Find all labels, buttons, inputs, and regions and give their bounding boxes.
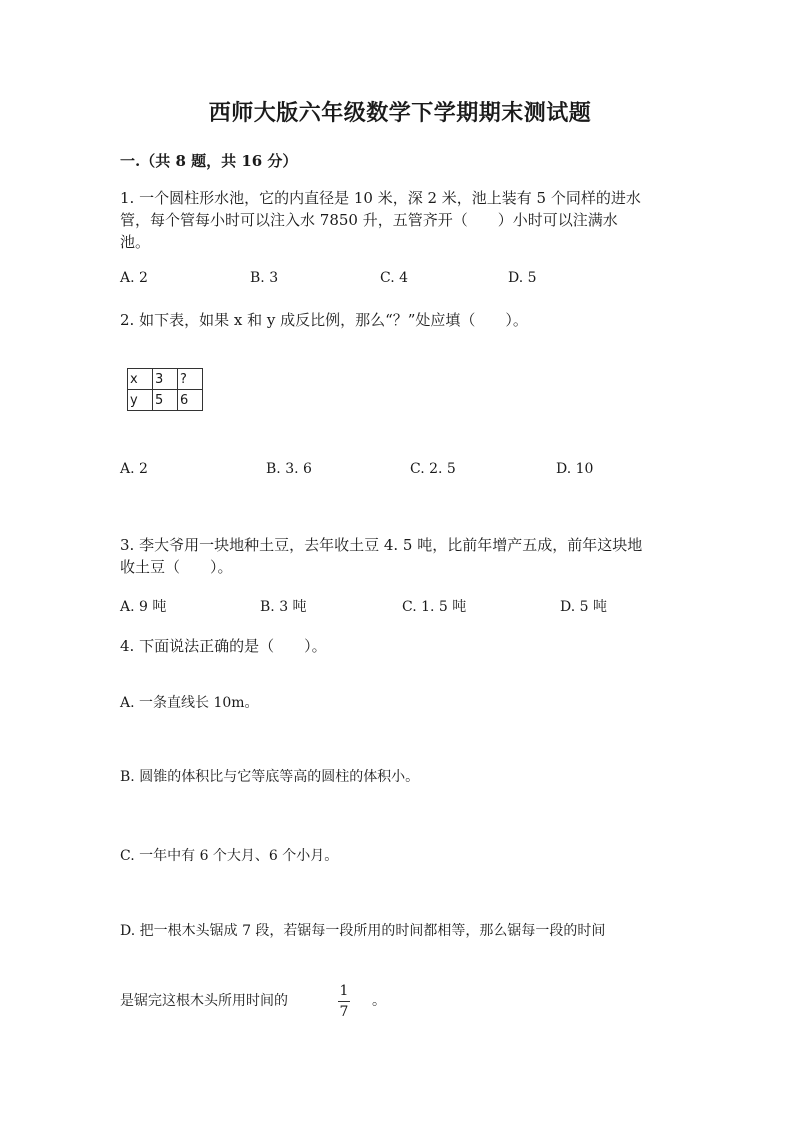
- table-cell: ?: [178, 369, 203, 390]
- question-2-text: 2. 如下表，如果 x 和 y 成反比例，那么“？”处应填（ ）。: [120, 311, 528, 329]
- question-1-option-a: A. 2: [120, 270, 148, 286]
- question-3-option-a: A. 9 吨: [120, 599, 167, 615]
- table-cell: 6: [178, 390, 203, 411]
- table-row: [128, 390, 203, 411]
- question-1-line-3: 池。: [120, 233, 151, 251]
- page-title: 西师大版六年级数学下学期期末测试题: [208, 100, 592, 126]
- question-4-text: 4. 下面说法正确的是（ ）。: [120, 637, 327, 655]
- question-3-option-d: D. 5 吨: [560, 599, 607, 615]
- table-row: [128, 369, 203, 390]
- fraction-bar: [338, 1001, 350, 1002]
- question-4-option-a: A. 一条直线长 10m。: [120, 695, 259, 711]
- question-2-option-c: C. 2. 5: [410, 461, 456, 477]
- question-3-option-b: B. 3 吨: [260, 599, 307, 615]
- question-4-option-d-continued: 是锯完这根木头所用时间的: [120, 993, 288, 1009]
- question-3-line-2: 收土豆（ ）。: [120, 558, 233, 576]
- question-2-option-d: D. 10: [556, 461, 594, 477]
- table-cell: 3: [153, 369, 178, 390]
- question-3-line-1: 3. 李大爷用一块地种土豆，去年收土豆 4. 5 吨，比前年增产五成，前年这块地: [120, 536, 643, 554]
- question-1-option-c: C. 4: [380, 270, 409, 286]
- fraction: [338, 982, 350, 1021]
- question-3-option-c: C. 1. 5 吨: [402, 599, 467, 615]
- question-2-option-a: A. 2: [120, 461, 148, 477]
- fraction-numerator: 1: [339, 983, 349, 999]
- table-cell: 5: [153, 390, 178, 411]
- question-4-option-b: B. 圆锥的体积比与它等底等高的圆柱的体积小。: [120, 769, 420, 785]
- section-heading: 一.（共 8 题，共 16 分）: [120, 152, 298, 170]
- question-1-option-d: D. 5: [508, 270, 537, 286]
- table-cell: x: [128, 369, 153, 390]
- xy-table: [127, 368, 203, 411]
- question-4-option-d: D. 把一根木头锯成 7 段，若锯每一段所用的时间都相等，那么锯每一段的时间: [120, 923, 606, 939]
- table-cell: y: [128, 390, 153, 411]
- question-1-line-2: 管，每个管每小时可以注入水 7850 升，五管齐开（ ）小时可以注满水: [120, 211, 618, 229]
- question-2-option-b: B. 3. 6: [266, 461, 312, 477]
- question-1-option-b: B. 3: [250, 270, 279, 286]
- question-4-option-c: C. 一年中有 6 个大月、6 个小月。: [120, 848, 339, 864]
- question-1-line-1: 1. 一个圆柱形水池，它的内直径是 10 米，深 2 米，池上装有 5 个同样的进水: [120, 189, 641, 207]
- fraction-denominator: 7: [339, 1004, 349, 1020]
- question-4-option-d-end: 。: [372, 993, 386, 1009]
